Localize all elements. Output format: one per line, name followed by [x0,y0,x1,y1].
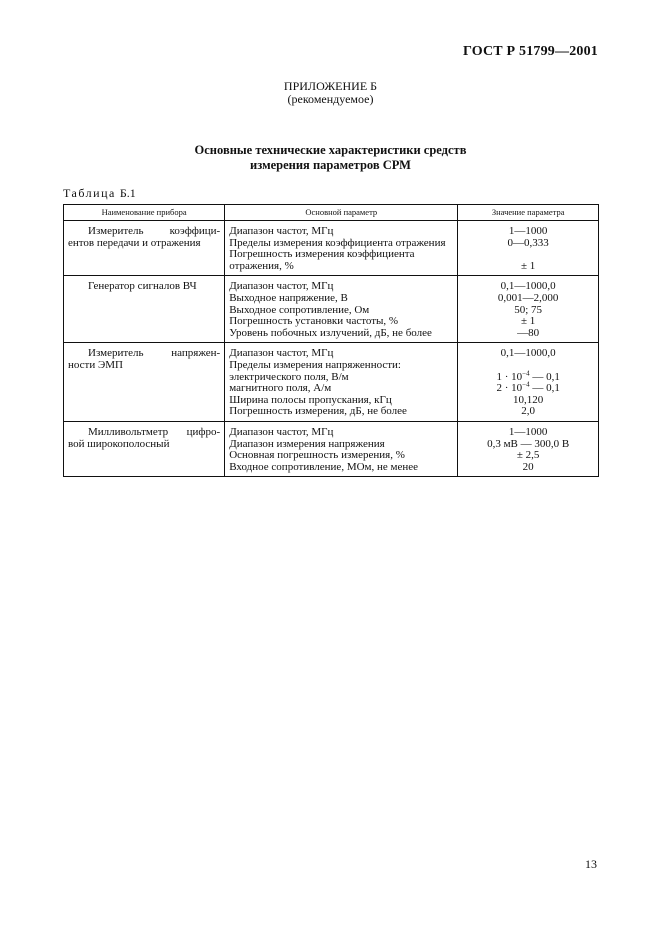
value-tail: — 0,1 [529,370,560,383]
device-name-part: ентов передачи и отражения [68,236,201,249]
appendix-subtitle: (рекомендуемое) [287,92,374,106]
parameter-line: Входное сопротивление, МОм, не менее [229,460,419,473]
parameter-line: магнитного поля, А/м [229,382,332,395]
device-cell [64,276,225,343]
value-line: 1—1000 [508,225,548,237]
value-line: 50; 75 [514,303,543,316]
value-line: 10,120 [513,393,544,406]
value-exponent: −4 [522,368,530,377]
parameter-line: Пределы измерения коэффициента отражения [229,236,446,249]
header-main-parameter: Основной параметр [225,205,458,221]
parameter-line: Диапазон измерения напряжения [229,437,385,450]
appendix-heading [0,80,661,106]
parameter-line: Пределы измерения напряженности: [229,358,401,371]
document-title-line-1: Основные технические характеристики средств [194,143,467,157]
value-line: ± 2,5 [516,449,540,462]
parameter-line: Погрешность измерения, дБ, не более [229,405,407,418]
parameter-line: электрического поля, В/м [229,370,349,383]
value-line: 2,0 [521,405,536,418]
parameter-line: Выходное напряжение, В [229,291,348,304]
value-line: 0,1—1000,0 [500,280,556,293]
parameter-cell [225,421,458,476]
parameter-cell [225,276,458,343]
device-name-part: Измеритель напряжен- [88,347,221,360]
value-tail: — 0,1 [529,382,560,395]
value-base: 1 · 10 [496,370,523,383]
value-line: —80 [517,326,540,339]
parameter-line: Ширина полосы пропускания, кГц [229,393,392,406]
parameter-cell [225,221,458,276]
device-name [68,348,220,371]
page-number: 13 [585,857,597,871]
value-line: 0,1—1000,0 [500,347,556,360]
table-label-number: Б.1 [119,186,136,200]
device-name-part: вой широкополосный [68,437,170,450]
table-row [64,343,599,422]
parameter-line: отражения, % [229,259,294,272]
document-title [0,143,661,173]
parameter-line: Выходное сопротивление, Ом [229,303,370,316]
table-row [64,421,599,476]
parameter-line: Диапазон частот, МГц [229,280,334,293]
standard-number: ГОСТ Р 51799—2001 [462,44,598,59]
characteristics-table [63,204,599,477]
device-name-part: Измеритель коэффици- [88,225,221,237]
device-name-part: ности ЭМП [68,358,123,371]
value-line [462,380,594,395]
document-title-line-2: измерения параметров СРМ [250,158,411,172]
value-line: 1—1000 [508,425,548,438]
parameter-line: Диапазон частот, МГц [229,225,334,237]
parameter-line: Погрешность измерения коэффициента [229,248,415,261]
parameter-line: Диапазон частот, МГц [229,425,334,438]
value-exponent: −4 [522,380,530,389]
device-cell [64,421,225,476]
appendix-title: ПРИЛОЖЕНИЕ Б [283,79,378,93]
value-cell [458,276,599,343]
value-line: ± 1 [521,259,536,272]
table-header-row [64,205,599,221]
value-line: ± 1 [521,315,536,328]
header-parameter-value: Значение параметра [458,205,599,221]
header-device-name: Наименование прибора [64,205,225,221]
value-cell [458,343,599,422]
value-line: 0,001—2,000 [497,291,559,304]
parameter-cell [225,343,458,422]
device-name [68,281,220,293]
device-cell [64,343,225,422]
table-label [63,186,136,201]
device-cell [64,221,225,276]
parameter-line: Основная погрешность измерения, % [229,449,405,462]
device-name [68,427,220,450]
device-name-part: Генератор сигналов ВЧ [88,280,197,293]
table-label-word: Таблица [63,186,116,200]
value-line: 0—0,333 [507,236,549,249]
value-base: 2 · 10 [496,382,523,395]
value-cell [458,221,599,276]
table-row [64,276,599,343]
value-cell [458,421,599,476]
parameter-line: Уровень побочных излучений, дБ, не более [229,326,432,339]
device-name [68,226,220,249]
table-row [64,221,599,276]
device-name-part: Милливольтметр цифро- [88,425,221,438]
parameter-line: Диапазон частот, МГц [229,347,334,360]
value-line: 20 [522,460,534,473]
parameter-line: Погрешность установки частоты, % [229,315,399,328]
value-line: 0,3 мВ — 300,0 В [487,437,570,450]
